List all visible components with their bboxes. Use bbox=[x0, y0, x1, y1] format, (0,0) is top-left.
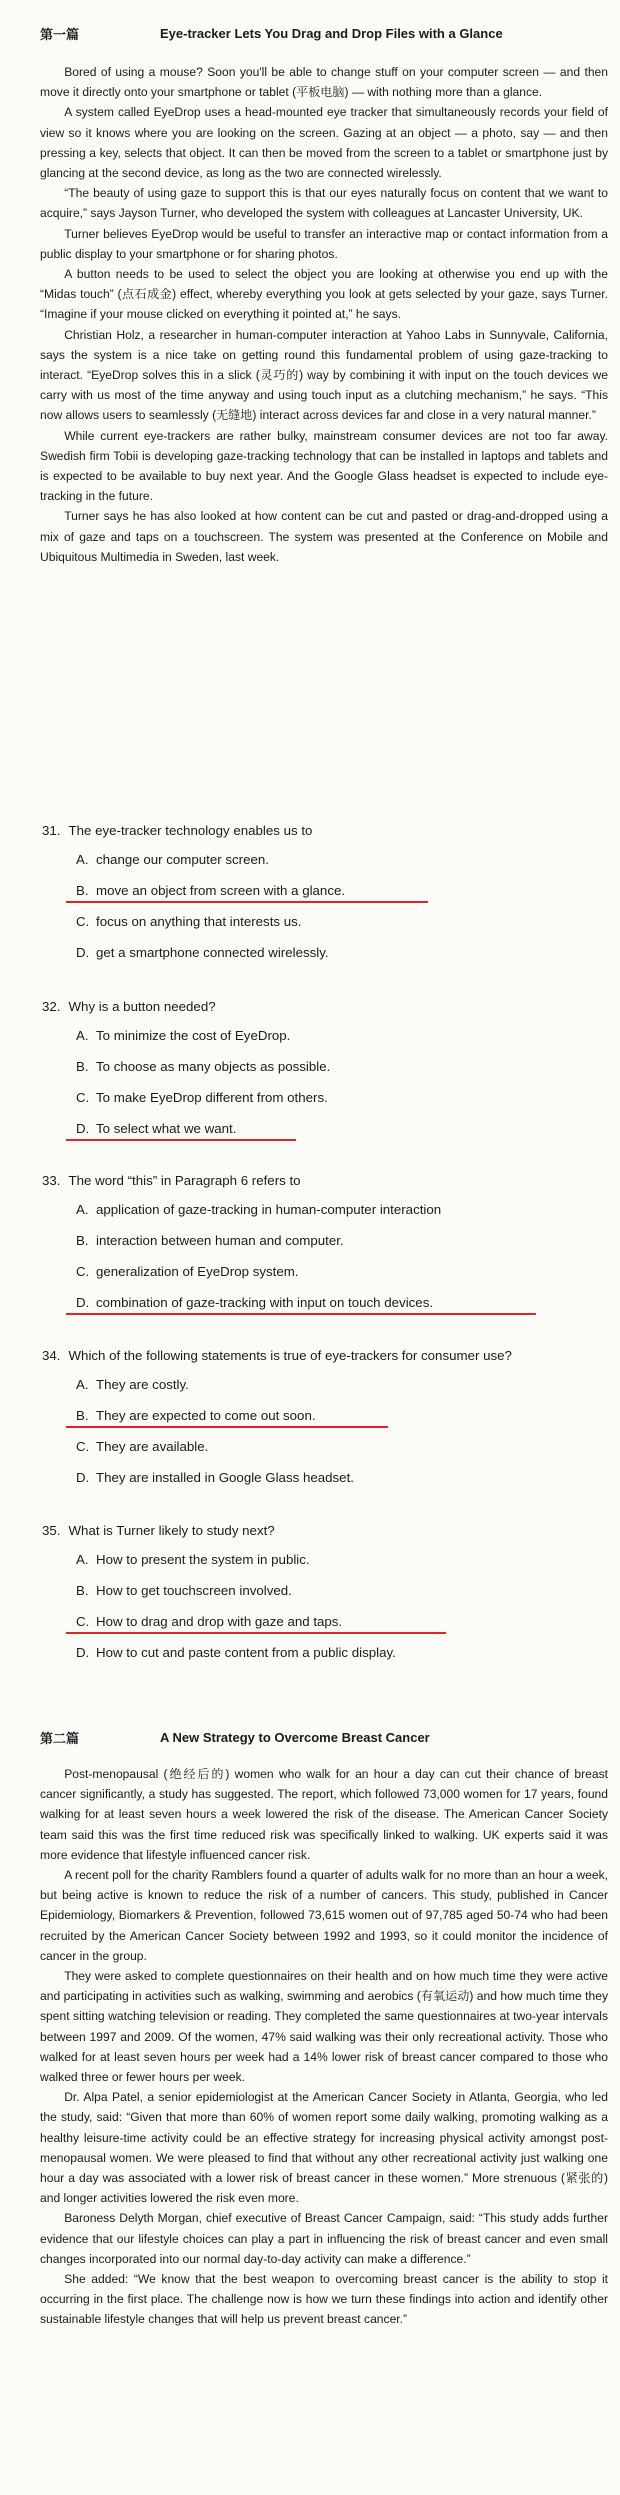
paragraph: A button needs to be used to select the object you are looking at otherwise you end up with the “Midas touch” (点石成金) effect, whereby everything you look at gets selected by your gaze, says Turner. “Imagine if your mouse clicked on everything it pointed at,” he says. bbox=[40, 267, 608, 322]
question-text: The word “this” in Paragraph 6 refers to bbox=[68, 1173, 301, 1188]
option-c[interactable]: C. generalization of EyeDrop system. bbox=[76, 1264, 299, 1279]
question-text: What is Turner likely to study next? bbox=[68, 1523, 275, 1538]
section-2-header bbox=[40, 1724, 600, 1750]
option-c[interactable]: C. They are available. bbox=[76, 1439, 209, 1454]
paragraph: While current eye-trackers are rather bulky, mainstream consumer devices are not too far away. Swedish firm Tobii is developing gaze-tracking technology that can be installed in laptops and tablets and is expected to be available to buy next year. And the Google Glass headset is expected to include eye-tracking in the future. bbox=[40, 428, 608, 504]
paragraph: Turner believes EyeDrop would be useful to transfer an interactive map or contact information from a public display to your smartphone or for sharing photos. bbox=[40, 226, 608, 261]
section-1-passage bbox=[40, 62, 608, 567]
paragraph: Turner says he has also looked at how content can be cut and pasted or drag-and-dropped using a mix of gaze and taps on a touchscreen. The system was presented at the Conference on Mobile and Ubiquitous Multimedia in Sweden, last week. bbox=[40, 509, 608, 564]
red-underline-mark bbox=[66, 1313, 536, 1315]
question-34 bbox=[42, 1343, 602, 1493]
paragraph: Dr. Alpa Patel, a senior epidemiologist at the American Cancer Society in Atlanta, Georgia, who led the study, said: “Given that more than 60% of women report some daily walking, promoting walking as a healthy leisure-time activity could be an effective strategy for increasing physical activity amongst post-menopausal women. We were pleased to find that without any other recreational activity just walking one hour a day was associated with a lower risk of breast cancer in these women.” More strenuous (紧张的) and longer activities lowered the risk even more. bbox=[40, 2090, 608, 2206]
red-underline-mark bbox=[66, 1632, 446, 1634]
question-35 bbox=[42, 1518, 602, 1668]
option-c[interactable]: C. How to drag and drop with gaze and taps. bbox=[42, 1606, 602, 1637]
question-stem bbox=[42, 1168, 602, 1194]
option-a[interactable]: A. They are costly. bbox=[76, 1377, 189, 1392]
section-2-passage bbox=[40, 1764, 608, 2330]
option-a[interactable]: A. How to present the system in public. bbox=[76, 1552, 310, 1567]
red-underline-mark bbox=[66, 1139, 296, 1141]
question-stem bbox=[42, 1343, 602, 1369]
paragraph: Christian Holz, a researcher in human-computer interaction at Yahoo Labs in Sunnyvale, California, says the system is a nice take on getting round this fundamental problem of using gaze-tracking to interact. “EyeDrop solves this in a slick (灵巧的) way by combining it with input on the touch devices we carry with us most of the time anyway and using touch input as a clutching mechanism,” he says. “This now allows users to seamlessly (无缝地) interact across devices far and close in a very natural manner.” bbox=[40, 327, 608, 423]
option-b[interactable]: B. To choose as many objects as possible. bbox=[76, 1059, 331, 1074]
option-d[interactable]: D. combination of gaze-tracking with input on touch devices. bbox=[42, 1287, 602, 1318]
red-underline-mark bbox=[66, 901, 428, 903]
section-2-title: A New Strategy to Overcome Breast Cancer bbox=[160, 1729, 430, 1745]
question-stem bbox=[42, 818, 602, 844]
option-b[interactable]: B. They are expected to come out soon. bbox=[42, 1400, 602, 1431]
option-d[interactable]: D. They are installed in Google Glass headset. bbox=[76, 1470, 354, 1485]
option-d[interactable]: D. get a smartphone connected wirelessly. bbox=[76, 945, 329, 960]
question-number: 35. bbox=[42, 1523, 61, 1538]
paragraph: Baroness Delyth Morgan, chief executive of Breast Cancer Campaign, said: “This study adds further evidence that our lifestyle choices can play a part in influencing the risk of breast cancer and even small changes incorporated into our normal day-to-day activity can make a difference.” bbox=[40, 2211, 608, 2266]
section-2-label: 第二篇 bbox=[40, 1731, 80, 1747]
paragraph: Post-menopausal (绝经后的) women who walk for an hour a day can cut their chance of breast cancer significantly, a study has suggested. The report, which followed 73,000 women for 17 years, found walking for at least seven hours a week lowered the risk of the disease. The American Cancer Society team said this was the first time reduced risk was specifically linked to walking. UK experts said it was more evidence that lifestyle influenced cancer risk. bbox=[40, 1767, 608, 1862]
option-d[interactable]: D. How to cut and paste content from a public display. bbox=[76, 1645, 396, 1660]
question-33 bbox=[42, 1168, 602, 1318]
paragraph: A system called EyeDrop uses a head-mounted eye tracker that simultaneously records your field of view so it knows where you are looking on the screen. Gazing at an object — a photo, say — and then pressing a key, selects that object. It can then be moved from the screen to a tablet or smartphone just by glancing at the second device, as long as the two are connected wirelessly. bbox=[40, 105, 608, 181]
question-31 bbox=[42, 818, 602, 968]
paragraph: “The beauty of using gaze to support this is that our eyes naturally focus on content that we want to acquire,” says Jayson Turner, who developed the system with colleagues at Lancaster University, UK. bbox=[40, 186, 608, 221]
option-b[interactable]: B. interaction between human and computer. bbox=[76, 1233, 344, 1248]
option-c[interactable]: C. To make EyeDrop different from others. bbox=[76, 1090, 328, 1105]
option-d[interactable]: D. To select what we want. bbox=[42, 1113, 602, 1144]
question-number: 31. bbox=[42, 823, 61, 838]
section-1-title: Eye-tracker Lets You Drag and Drop Files with a Glance bbox=[160, 25, 503, 41]
paragraph: A recent poll for the charity Ramblers found a quarter of adults walk for no more than an hour a week, but being active is known to reduce the risk of a number of cancers. This study, published in Cancer Epidemiology, Biomarkers & Prevention, followed 73,615 women out of 97,785 aged 50-74 who had been recruited by the American Cancer Society between 1992 and 1993, so it could monitor the incidence of cancer in the group. bbox=[40, 1868, 608, 1963]
question-text: Which of the following statements is true of eye-trackers for consumer use? bbox=[68, 1348, 512, 1363]
question-number: 33. bbox=[42, 1173, 61, 1188]
paragraph: They were asked to complete questionnaires on their health and on how much time they were active and participating in activities such as walking, swimming and aerobics (有氧运动) and how much time they spent sitting watching television or reading. They completed the same questionnaires at two-year intervals between 1997 and 2009. Of the women, 47% said walking was their only recreational activity. Those who walked for at least seven hours per week had a 14% lower risk of breast cancer compared to those who walked three or fewer hours per week. bbox=[40, 1969, 608, 2085]
question-text: Why is a button needed? bbox=[68, 999, 216, 1014]
question-stem bbox=[42, 994, 602, 1020]
section-1-label: 第一篇 bbox=[40, 27, 80, 43]
option-a[interactable]: A. To minimize the cost of EyeDrop. bbox=[76, 1028, 291, 1043]
paragraph: She added: “We know that the best weapon to overcoming breast cancer is the ability to stop it occurring in the first place. The challenge now is how we turn these findings into action and identify other sustainable lifestyle changes that will help us prevent breast cancer.” bbox=[40, 2272, 608, 2327]
option-b[interactable]: B. move an object from screen with a glance. bbox=[42, 875, 602, 906]
question-number: 32. bbox=[42, 999, 61, 1014]
red-underline-mark bbox=[66, 1426, 388, 1428]
option-a[interactable]: A. change our computer screen. bbox=[76, 852, 269, 867]
paragraph: Bored of using a mouse? Soon you'll be able to change stuff on your computer screen — and then move it directly onto your smartphone or tablet (平板电脑) — with nothing more than a glance. bbox=[40, 65, 608, 100]
section-1-header bbox=[40, 20, 600, 46]
option-a[interactable]: A. application of gaze-tracking in human-computer interaction bbox=[76, 1202, 442, 1217]
question-32 bbox=[42, 994, 602, 1144]
question-stem bbox=[42, 1518, 602, 1544]
option-c[interactable]: C. focus on anything that interests us. bbox=[76, 914, 302, 929]
option-b[interactable]: B. How to get touchscreen involved. bbox=[76, 1583, 292, 1598]
question-text: The eye-tracker technology enables us to bbox=[68, 823, 313, 838]
question-number: 34. bbox=[42, 1348, 61, 1363]
